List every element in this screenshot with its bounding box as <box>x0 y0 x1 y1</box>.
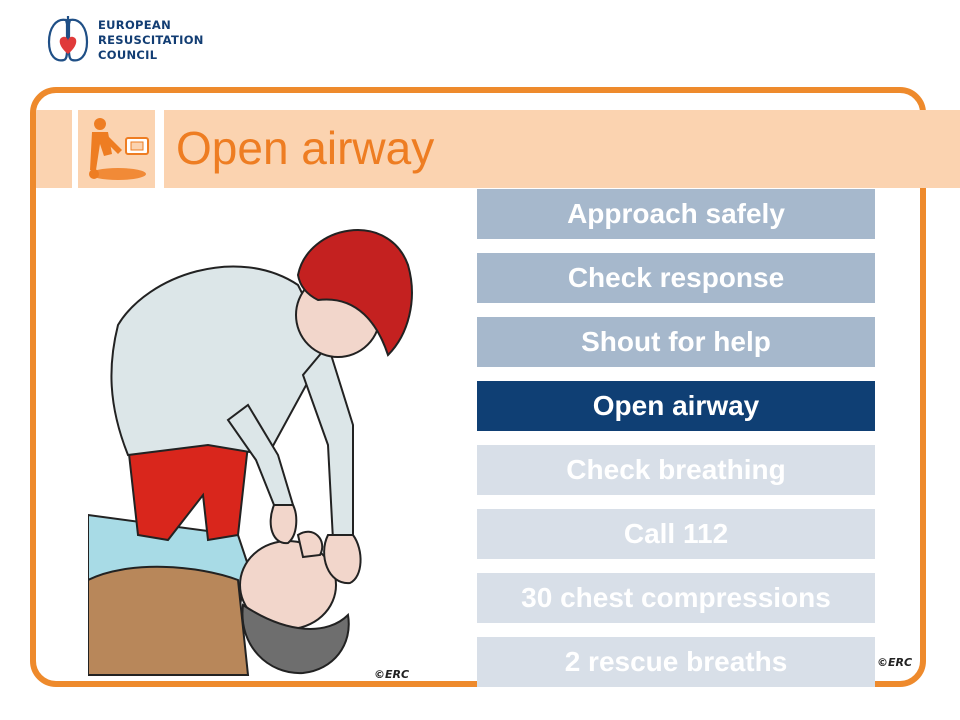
copyright-label: ©ERC <box>877 656 913 669</box>
lungs-heart-icon <box>46 14 90 66</box>
logo-line-1: EUROPEAN <box>98 18 172 32</box>
open-airway-illustration <box>88 205 418 685</box>
step-call-112: Call 112 <box>477 509 875 559</box>
copyright-label: ©ERC <box>374 668 410 681</box>
step-open-airway: Open airway <box>477 381 875 431</box>
step-chest-compressions: 30 chest compressions <box>477 573 875 623</box>
step-shout-for-help: Shout for help <box>477 317 875 367</box>
step-rescue-breaths: 2 rescue breaths <box>477 637 875 687</box>
band-divider <box>155 110 164 188</box>
logo-line-2: RESUSCITATION <box>98 33 204 47</box>
step-check-breathing: Check breathing <box>477 445 875 495</box>
step-approach-safely: Approach safely <box>477 189 875 239</box>
erc-logo <box>46 14 246 70</box>
title-band <box>36 110 960 188</box>
logo-line-3: COUNCIL <box>98 48 158 62</box>
step-check-response: Check response <box>477 253 875 303</box>
steps-list <box>477 189 875 701</box>
page-title: Open airway <box>176 122 435 174</box>
cpr-thumbnail-icon <box>78 110 155 188</box>
